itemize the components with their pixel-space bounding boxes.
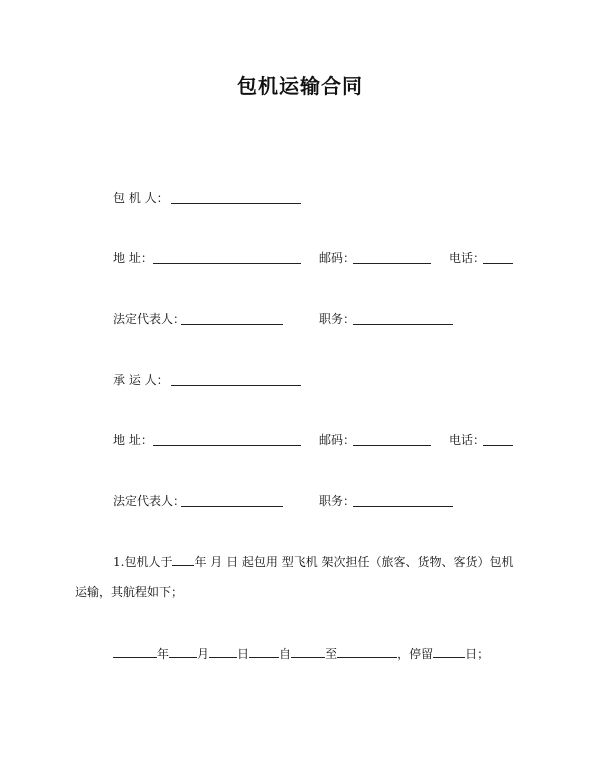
- clause-1-seg3: 运输，其航程如下；: [75, 585, 184, 599]
- postcode-label: 邮码：: [319, 433, 356, 447]
- position-label: 职务：: [319, 494, 356, 508]
- legal-rep-blank[interactable]: [181, 324, 283, 325]
- position-blank[interactable]: [353, 506, 453, 507]
- phone-label: 电话：: [449, 433, 486, 447]
- month-label: 月: [197, 647, 210, 661]
- month-blank[interactable]: [169, 645, 197, 658]
- from-label: 自: [279, 647, 292, 661]
- year-label: 年: [157, 647, 170, 661]
- legal-rep-label: 法定代表人：: [113, 494, 186, 508]
- origin-blank[interactable]: [291, 645, 325, 658]
- year-blank[interactable]: [113, 645, 157, 658]
- charterer-blank[interactable]: [171, 203, 301, 204]
- postcode-blank[interactable]: [353, 263, 431, 264]
- days-label: 日；: [465, 647, 490, 661]
- address-blank[interactable]: [153, 445, 301, 446]
- phone-blank[interactable]: [483, 263, 513, 264]
- clause-1-seg2: 年 月 日 起包用 型飞机 架次担任（旅客、货物、客货）包机: [194, 555, 514, 569]
- to-label: 至: [325, 647, 338, 661]
- clause-1-blank[interactable]: [172, 553, 194, 566]
- stay-label: ，停留: [397, 647, 434, 661]
- day-label: 日: [237, 647, 250, 661]
- position-label: 职务：: [319, 312, 356, 326]
- carrier-blank[interactable]: [171, 385, 301, 386]
- position-blank[interactable]: [353, 324, 453, 325]
- hour-blank[interactable]: [249, 645, 279, 658]
- address-label: 地 址：: [113, 433, 153, 447]
- destination-blank[interactable]: [337, 645, 397, 658]
- stay-days-blank[interactable]: [433, 645, 465, 658]
- address-label: 地 址：: [113, 251, 153, 265]
- phone-blank[interactable]: [483, 445, 513, 446]
- address-blank[interactable]: [153, 263, 301, 264]
- legal-rep-blank[interactable]: [181, 506, 283, 507]
- clause-1: [75, 547, 525, 607]
- postcode-label: 邮码：: [319, 251, 356, 265]
- carrier-label: 承 运 人：: [113, 373, 169, 387]
- day-blank[interactable]: [209, 645, 237, 658]
- charterer-label: 包 机 人：: [113, 191, 169, 205]
- postcode-blank[interactable]: [353, 445, 431, 446]
- phone-label: 电话：: [449, 251, 486, 265]
- clause-1-seg1: 1.包机人于: [113, 555, 173, 569]
- legal-rep-label: 法定代表人：: [113, 312, 186, 326]
- flight-schedule-line: [113, 645, 489, 662]
- document-title: 包机运输合同: [237, 74, 363, 98]
